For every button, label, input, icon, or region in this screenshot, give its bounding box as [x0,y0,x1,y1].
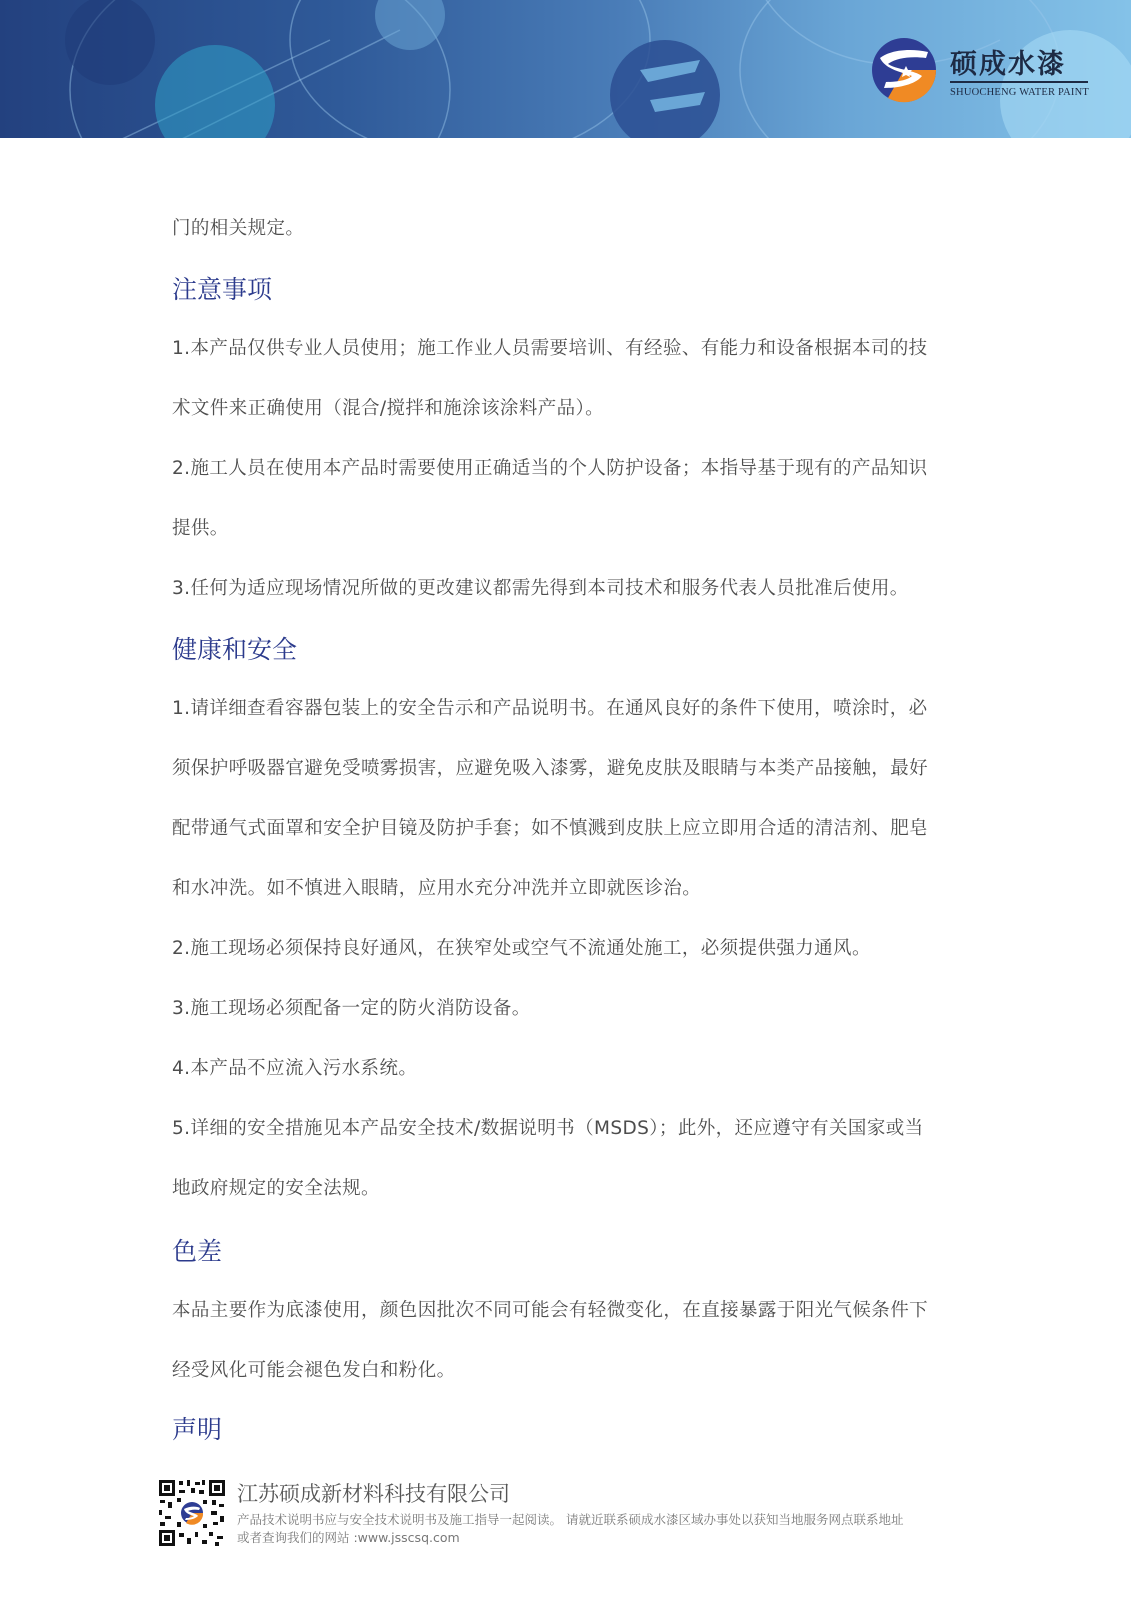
brand-name-cn: 硕成水漆 [950,49,1066,80]
brand-logo [870,36,1090,106]
section-title-precautions: 注意事项 [172,275,273,304]
health-safety-line: 配带通气式面罩和安全护目镜及防护手套；如不慎溅到皮肤上应立即用合适的清洁剂、肥皂 [172,818,929,839]
color-difference-line: 本品主要作为底漆使用，颜色因批次不同可能会有轻微变化，在直接暴露于阳光气候条件下 [172,1300,929,1321]
section-title-disclaimer: 声明 [172,1415,223,1444]
health-safety-line: 和水冲洗。如不慎进入眼睛，应用水充分冲洗并立即就医诊治。 [172,878,702,899]
health-safety-line: 4.本产品不应流入污水系统。 [172,1058,418,1079]
precautions-line: 3.任何为适应现场情况所做的更改建议都需先得到本司技术和服务代表人员批准后使用。 [172,578,909,599]
health-safety-line: 5.详细的安全措施见本产品安全技术/数据说明书（MSDS）；此外，还应遵守有关国家或当 [172,1118,924,1139]
precautions-line: 1.本产品仅供专业人员使用；施工作业人员需要培训、有经验、有能力和设备根据本司的技 [172,338,928,359]
qr-code-icon[interactable] [157,1478,227,1548]
shuocheng-logo-icon [870,36,938,104]
precautions-line: 提供。 [172,518,229,539]
section-title-color-difference: 色差 [172,1237,223,1266]
footer-company-name: 江苏硕成新材料科技有限公司 [237,1482,510,1506]
footer-website-line[interactable]: 或者查询我们的网站 :www.jsscsq.com [237,1530,460,1545]
color-difference-line: 经受风化可能会褪色发白和粉化。 [172,1360,456,1381]
page-footer [157,1478,977,1558]
intro-continuation: 门的相关规定。 [172,218,305,239]
header-banner [0,0,1131,138]
section-title-health-safety: 健康和安全 [172,635,298,664]
footer-note-line: 产品技术说明书应与安全技术说明书及施工指导一起阅读。 请就近联系硕成水漆区域办事处以获知当地服务网点联系地址 [237,1512,904,1527]
precautions-line: 术文件来正确使用（混合/搅拌和施涂该涂料产品）。 [172,398,605,419]
brand-divider [950,81,1088,83]
health-safety-line: 须保护呼吸器官避免受喷雾损害，应避免吸入漆雾，避免皮肤及眼睛与本类产品接触，最好 [172,758,929,779]
health-safety-line: 3.施工现场必须配备一定的防火消防设备。 [172,998,531,1019]
brand-name-en: SHUOCHENG WATER PAINT [950,87,1089,98]
health-safety-line: 1.请详细查看容器包装上的安全告示和产品说明书。在通风良好的条件下使用，喷涂时，必 [172,698,928,719]
health-safety-line: 2.施工现场必须保持良好通风，在狭窄处或空气不流通处施工，必须提供强力通风。 [172,938,871,959]
precautions-line: 2.施工人员在使用本产品时需要使用正确适当的个人防护设备；本指导基于现有的产品知识 [172,458,928,479]
health-safety-line: 地政府规定的安全法规。 [172,1178,380,1199]
